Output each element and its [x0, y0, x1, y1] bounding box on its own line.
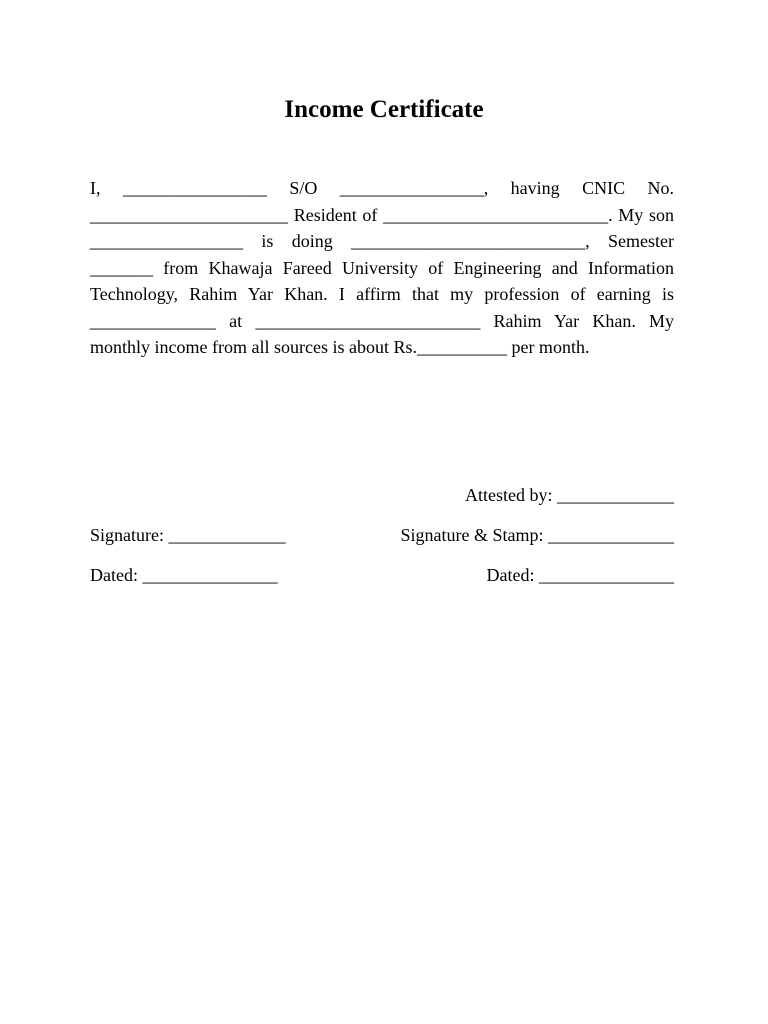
certificate-body: I, ________________ S/O ________________, having CNIC No. ______________________ Resident of _________________________. My son _________________ is doing __________________________, Semester _______ from Khawaja Fareed University of Engineering and Information Technology, Rahim Yar Khan. I affirm that my profession of earning is ______________ at _________________________ Rahim Yar Khan. My monthly income from all sources is about Rs.__________ per month.: [90, 178, 674, 357]
signature-row: [90, 523, 674, 547]
attested-by-field: Attested by: _____________: [465, 485, 674, 505]
signature-stamp-field: Signature & Stamp: ______________: [400, 525, 674, 545]
dated-right-field: Dated: _______________: [486, 565, 674, 585]
signature-field: Signature: _____________: [90, 525, 286, 545]
document-title: Income Certificate: [284, 96, 484, 123]
attested-row: [90, 483, 674, 507]
dated-row: [90, 563, 674, 587]
dated-left-field: Dated: _______________: [90, 565, 278, 585]
